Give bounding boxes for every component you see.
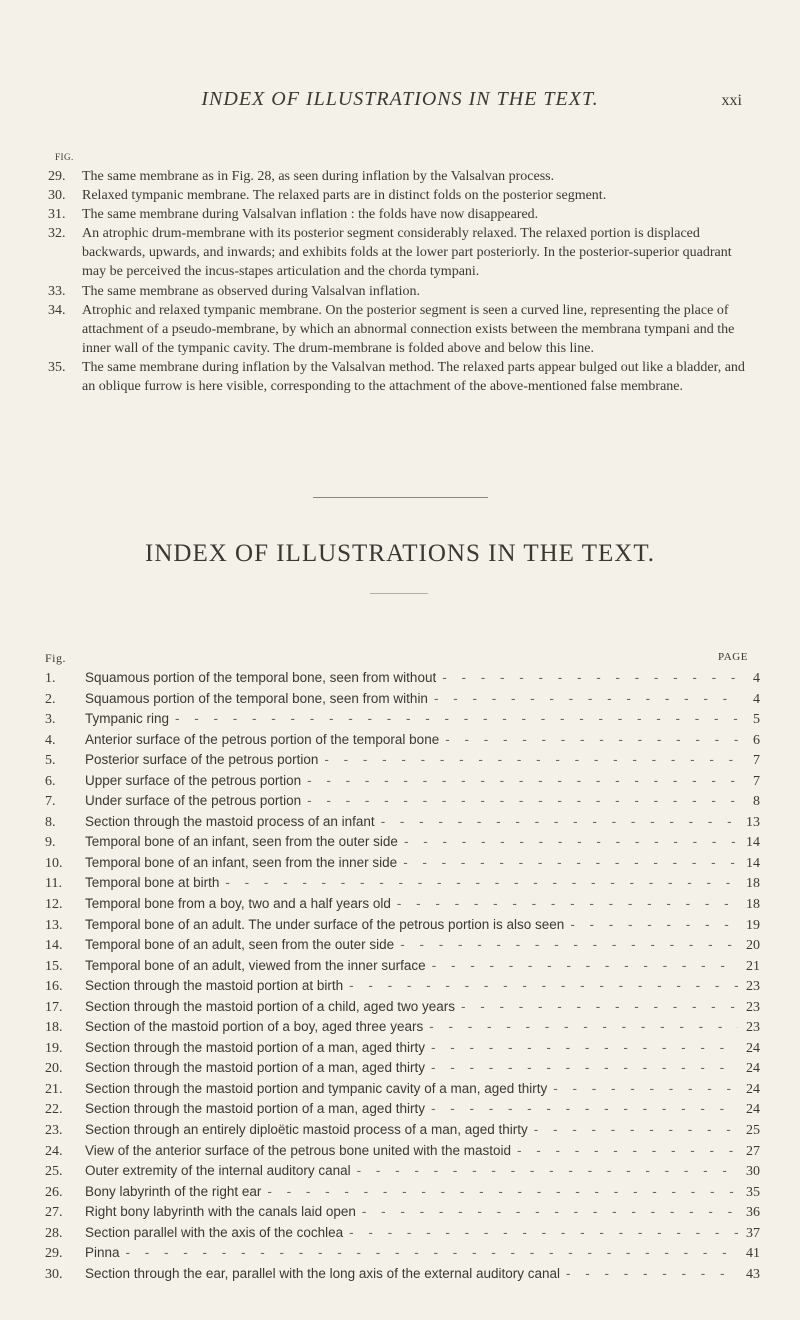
entry-fig-number: 6. (45, 773, 56, 789)
entry-description: Squamous portion of the temporal bone, seen from without (85, 670, 437, 685)
index-entry (45, 732, 760, 753)
entry-page-number: 19 (746, 917, 760, 933)
leader-dots (439, 732, 738, 747)
entry-description: Temporal bone of an adult, seen from the outer side (85, 937, 395, 953)
leader-dots (398, 834, 738, 849)
index-entry (45, 917, 760, 938)
index-entry (45, 896, 760, 917)
entry-page-number: 14 (746, 835, 760, 851)
entry-page-number: 30 (746, 1164, 760, 1180)
index-entry (45, 1245, 760, 1266)
entry-page-number: 24 (746, 1061, 760, 1077)
leader-dots (425, 1040, 738, 1055)
index-entry (45, 1040, 760, 1061)
entry-description: Under surface of the petrous portion (85, 793, 302, 809)
entry-description: Section through the mastoid portion of a child, aged two years (85, 998, 455, 1014)
index-entry (45, 1019, 760, 1040)
leader-dots (343, 978, 738, 993)
index-entry (45, 855, 760, 876)
plate-item (48, 358, 756, 396)
plate-number: 29. (48, 169, 66, 184)
entry-description: Temporal bone from a boy, two and a half years old (85, 896, 391, 912)
entry-description: Section of the mastoid portion of a boy, aged three years (85, 1019, 424, 1035)
index-entry (45, 670, 760, 691)
index-entry (45, 1266, 760, 1287)
entry-page-number: 24 (746, 1040, 760, 1056)
leader-dots (261, 1184, 738, 1199)
index-entry (45, 773, 760, 794)
entry-page-number: 18 (746, 876, 760, 892)
leader-dots (169, 711, 738, 726)
entry-fig-number: 29. (45, 1246, 63, 1262)
leader-dots (301, 773, 738, 788)
leader-dots (564, 917, 738, 932)
index-entry (45, 1143, 760, 1164)
entry-page-number: 35 (746, 1184, 760, 1200)
leader-dots (351, 1163, 738, 1178)
plate-text: An atrophic drum-membrane with its posterior segment considerably relaxed. The relaxed portion is displaced backwards, upwards, and inwards; and exhibits folds at the lower part posteriorly. In the posterior-superior quadrant may be perceived the incus-stapes articulation and the chorda tympani. (82, 226, 732, 280)
plate-number: 30. (48, 188, 66, 204)
entry-description: Pinna (85, 1245, 120, 1261)
leader-dots (425, 1101, 738, 1116)
entry-fig-number: 27. (45, 1205, 63, 1221)
entry-page-number: 7 (753, 753, 760, 769)
entry-page-number: 6 (753, 732, 760, 748)
entry-page-number: 23 (746, 1020, 760, 1036)
plate-item (48, 282, 756, 301)
entry-fig-number: 30. (45, 1266, 63, 1282)
plate-item (48, 205, 756, 224)
index-entry (45, 958, 760, 979)
entry-fig-number: 24. (45, 1143, 63, 1159)
entry-description: Temporal bone at birth (85, 875, 220, 891)
index-entry (45, 752, 760, 773)
entry-page-number: 27 (746, 1143, 760, 1159)
plate-number: 35. (48, 359, 66, 375)
index-entry (45, 1122, 760, 1143)
leader-dots (343, 1225, 738, 1240)
plate-text: Atrophic and relaxed tympanic membrane. On the posterior segment is seen a curved line, representing the place of attachment of a pseudo-membrane, by which an abnormal connection exists between the membrana tympani and the inner wall of the tympanic cavity. The drum-membrane is folded above and below this line. (82, 302, 735, 356)
plate-item (48, 186, 756, 205)
plate-text: The same membrane during Valsalvan inflation : the folds have now disappeared. (82, 207, 539, 223)
entry-fig-number: 4. (45, 732, 56, 748)
index-entries (45, 670, 760, 1286)
entry-page-number: 21 (746, 958, 760, 974)
plate-descriptions (48, 167, 756, 396)
entry-fig-number: 28. (45, 1225, 63, 1241)
entry-fig-number: 14. (45, 938, 63, 954)
entry-fig-number: 21. (45, 1081, 63, 1097)
plate-text: The same membrane during inflation by the Valsalvan method. The relaxed parts appear bulged out like a bladder, and an oblique furrow is here visible, corresponding to the attachment of the above-mentioned false membrane. (82, 359, 745, 395)
leader-dots (391, 896, 738, 911)
entry-description: Squamous portion of the temporal bone, seen from within (85, 690, 428, 706)
leader-dots (528, 1122, 738, 1137)
entry-fig-number: 2. (45, 691, 56, 707)
entry-page-number: 20 (746, 938, 760, 954)
entry-description: Tympanic ring (85, 711, 170, 727)
entry-page-number: 24 (746, 1081, 760, 1097)
entry-page-number: 41 (746, 1246, 760, 1262)
title-underline (370, 593, 428, 594)
leader-dots (425, 1060, 738, 1075)
entry-description: Section through the mastoid portion at birth (85, 978, 344, 994)
index-entry (45, 978, 760, 999)
entry-description: Posterior surface of the petrous portion (85, 752, 319, 768)
page-column-label: PAGE (718, 651, 749, 663)
entry-page-number: 25 (746, 1123, 760, 1139)
index-entry (45, 875, 760, 896)
entry-fig-number: 9. (45, 835, 56, 851)
plate-item (48, 224, 756, 281)
entry-fig-number: 10. (45, 855, 63, 871)
index-entry (45, 814, 760, 835)
index-entry (45, 1184, 760, 1205)
leader-dots (318, 752, 738, 767)
entry-page-number: 24 (746, 1102, 760, 1118)
leader-dots (394, 937, 738, 952)
entry-page-number: 43 (746, 1266, 760, 1282)
leader-dots (560, 1266, 738, 1281)
entry-fig-number: 16. (45, 979, 63, 995)
index-entry (45, 711, 760, 732)
entry-description: Right bony labyrinth with the canals laid open (85, 1204, 356, 1220)
entry-description: Section through the mastoid process of an infant (85, 813, 375, 829)
entry-fig-number: 23. (45, 1123, 63, 1139)
plate-text: The same membrane as in Fig. 28, as seen during inflation by the Valsalvan process. (82, 169, 555, 184)
leader-dots (511, 1143, 738, 1158)
entry-fig-number: 8. (45, 814, 56, 830)
entry-fig-number: 26. (45, 1184, 63, 1200)
index-entry (45, 691, 760, 712)
section-divider (313, 497, 488, 498)
entry-description: Section through an entirely diploëtic mastoid process of a man, aged thirty (85, 1122, 528, 1138)
entry-fig-number: 18. (45, 1020, 63, 1036)
index-entry (45, 1101, 760, 1122)
entry-description: Temporal bone of an adult. The under surface of the petrous portion is also seen (85, 916, 565, 932)
entry-fig-number: 17. (45, 999, 63, 1015)
leader-dots (301, 793, 738, 808)
entry-description: Upper surface of the petrous portion (85, 772, 302, 788)
entry-page-number: 23 (746, 979, 760, 995)
entry-description: Outer extremity of the internal auditory canal (85, 1163, 351, 1179)
entry-page-number: 8 (753, 794, 760, 810)
leader-dots (356, 1204, 738, 1219)
plate-item (48, 301, 756, 358)
index-title: INDEX OF ILLUSTRATIONS IN THE TEXT. (145, 540, 655, 567)
entry-fig-number: 13. (45, 917, 63, 933)
entry-fig-number: 1. (45, 671, 56, 686)
entry-page-number: 36 (746, 1205, 760, 1221)
index-entry (45, 834, 760, 855)
index-entry (45, 1225, 760, 1246)
plate-text: Relaxed tympanic membrane. The relaxed parts are in distinct folds on the posterior segment. (82, 188, 607, 204)
leader-dots (455, 999, 738, 1014)
entry-description: View of the anterior surface of the petrous bone united with the mastoid (85, 1142, 512, 1158)
plate-text: The same membrane as observed during Valsalvan inflation. (82, 283, 420, 299)
entry-description: Section through the mastoid portion and tympanic cavity of a man, aged thirty (85, 1080, 548, 1096)
leader-dots (547, 1081, 738, 1096)
entry-page-number: 14 (746, 855, 760, 871)
plate-number: 31. (48, 207, 66, 223)
index-entry (45, 1081, 760, 1102)
page-header (0, 88, 800, 118)
running-title: INDEX OF ILLUSTRATIONS IN THE TEXT. (201, 88, 599, 110)
entry-description: Anterior surface of the petrous portion of the temporal bone (85, 731, 440, 747)
entry-fig-number: 22. (45, 1102, 63, 1118)
entry-description: Temporal bone of an infant, seen from the outer side (85, 834, 398, 850)
entry-description: Section through the mastoid portion of a man, aged thirty (85, 1101, 425, 1117)
entry-description: Section through the mastoid portion of a man, aged thirty (85, 1060, 425, 1076)
leader-dots (428, 691, 738, 706)
plate-item (48, 167, 756, 186)
entry-fig-number: 5. (45, 753, 56, 769)
entry-page-number: 5 (753, 712, 760, 728)
entry-description: Section through the ear, parallel with the long axis of the external auditory canal (85, 1265, 561, 1281)
page-number: xxi (721, 92, 742, 109)
leader-dots (397, 855, 738, 870)
plate-number: 33. (48, 283, 66, 299)
fig-column-label: Fig. (45, 651, 67, 665)
index-entry (45, 1163, 760, 1184)
leader-dots (426, 958, 738, 973)
entry-page-number: 7 (753, 773, 760, 789)
plates-fig-label: FIG. (55, 152, 74, 162)
leader-dots (120, 1245, 738, 1260)
plate-number: 34. (48, 302, 66, 318)
entry-fig-number: 12. (45, 897, 63, 913)
entry-fig-number: 7. (45, 794, 56, 810)
entry-fig-number: 3. (45, 712, 56, 728)
index-entry (45, 1060, 760, 1081)
entry-description: Temporal bone of an infant, seen from the inner side (85, 854, 398, 870)
index-entry (45, 793, 760, 814)
index-entry (45, 1204, 760, 1225)
entry-page-number: 13 (746, 814, 760, 830)
entry-description: Section through the mastoid portion of a man, aged thirty (85, 1039, 425, 1055)
entry-description: Temporal bone of an adult, viewed from the inner surface (85, 957, 426, 973)
entry-description: Bony labyrinth of the right ear (85, 1183, 262, 1199)
leader-dots (375, 814, 738, 829)
entry-page-number: 23 (746, 999, 760, 1015)
entry-page-number: 4 (753, 671, 760, 686)
entry-fig-number: 20. (45, 1061, 63, 1077)
entry-page-number: 37 (746, 1225, 760, 1241)
entry-page-number: 18 (746, 897, 760, 913)
entry-fig-number: 11. (45, 876, 62, 892)
leader-dots (423, 1019, 738, 1034)
entry-description: Section parallel with the axis of the cochlea (85, 1224, 344, 1240)
entry-fig-number: 19. (45, 1040, 63, 1056)
leader-dots (219, 875, 738, 890)
index-entry (45, 999, 760, 1020)
entry-fig-number: 15. (45, 958, 63, 974)
index-entry (45, 937, 760, 958)
plate-number: 32. (48, 226, 66, 242)
leader-dots (436, 670, 738, 685)
entry-page-number: 4 (753, 691, 760, 707)
entry-fig-number: 25. (45, 1164, 63, 1180)
